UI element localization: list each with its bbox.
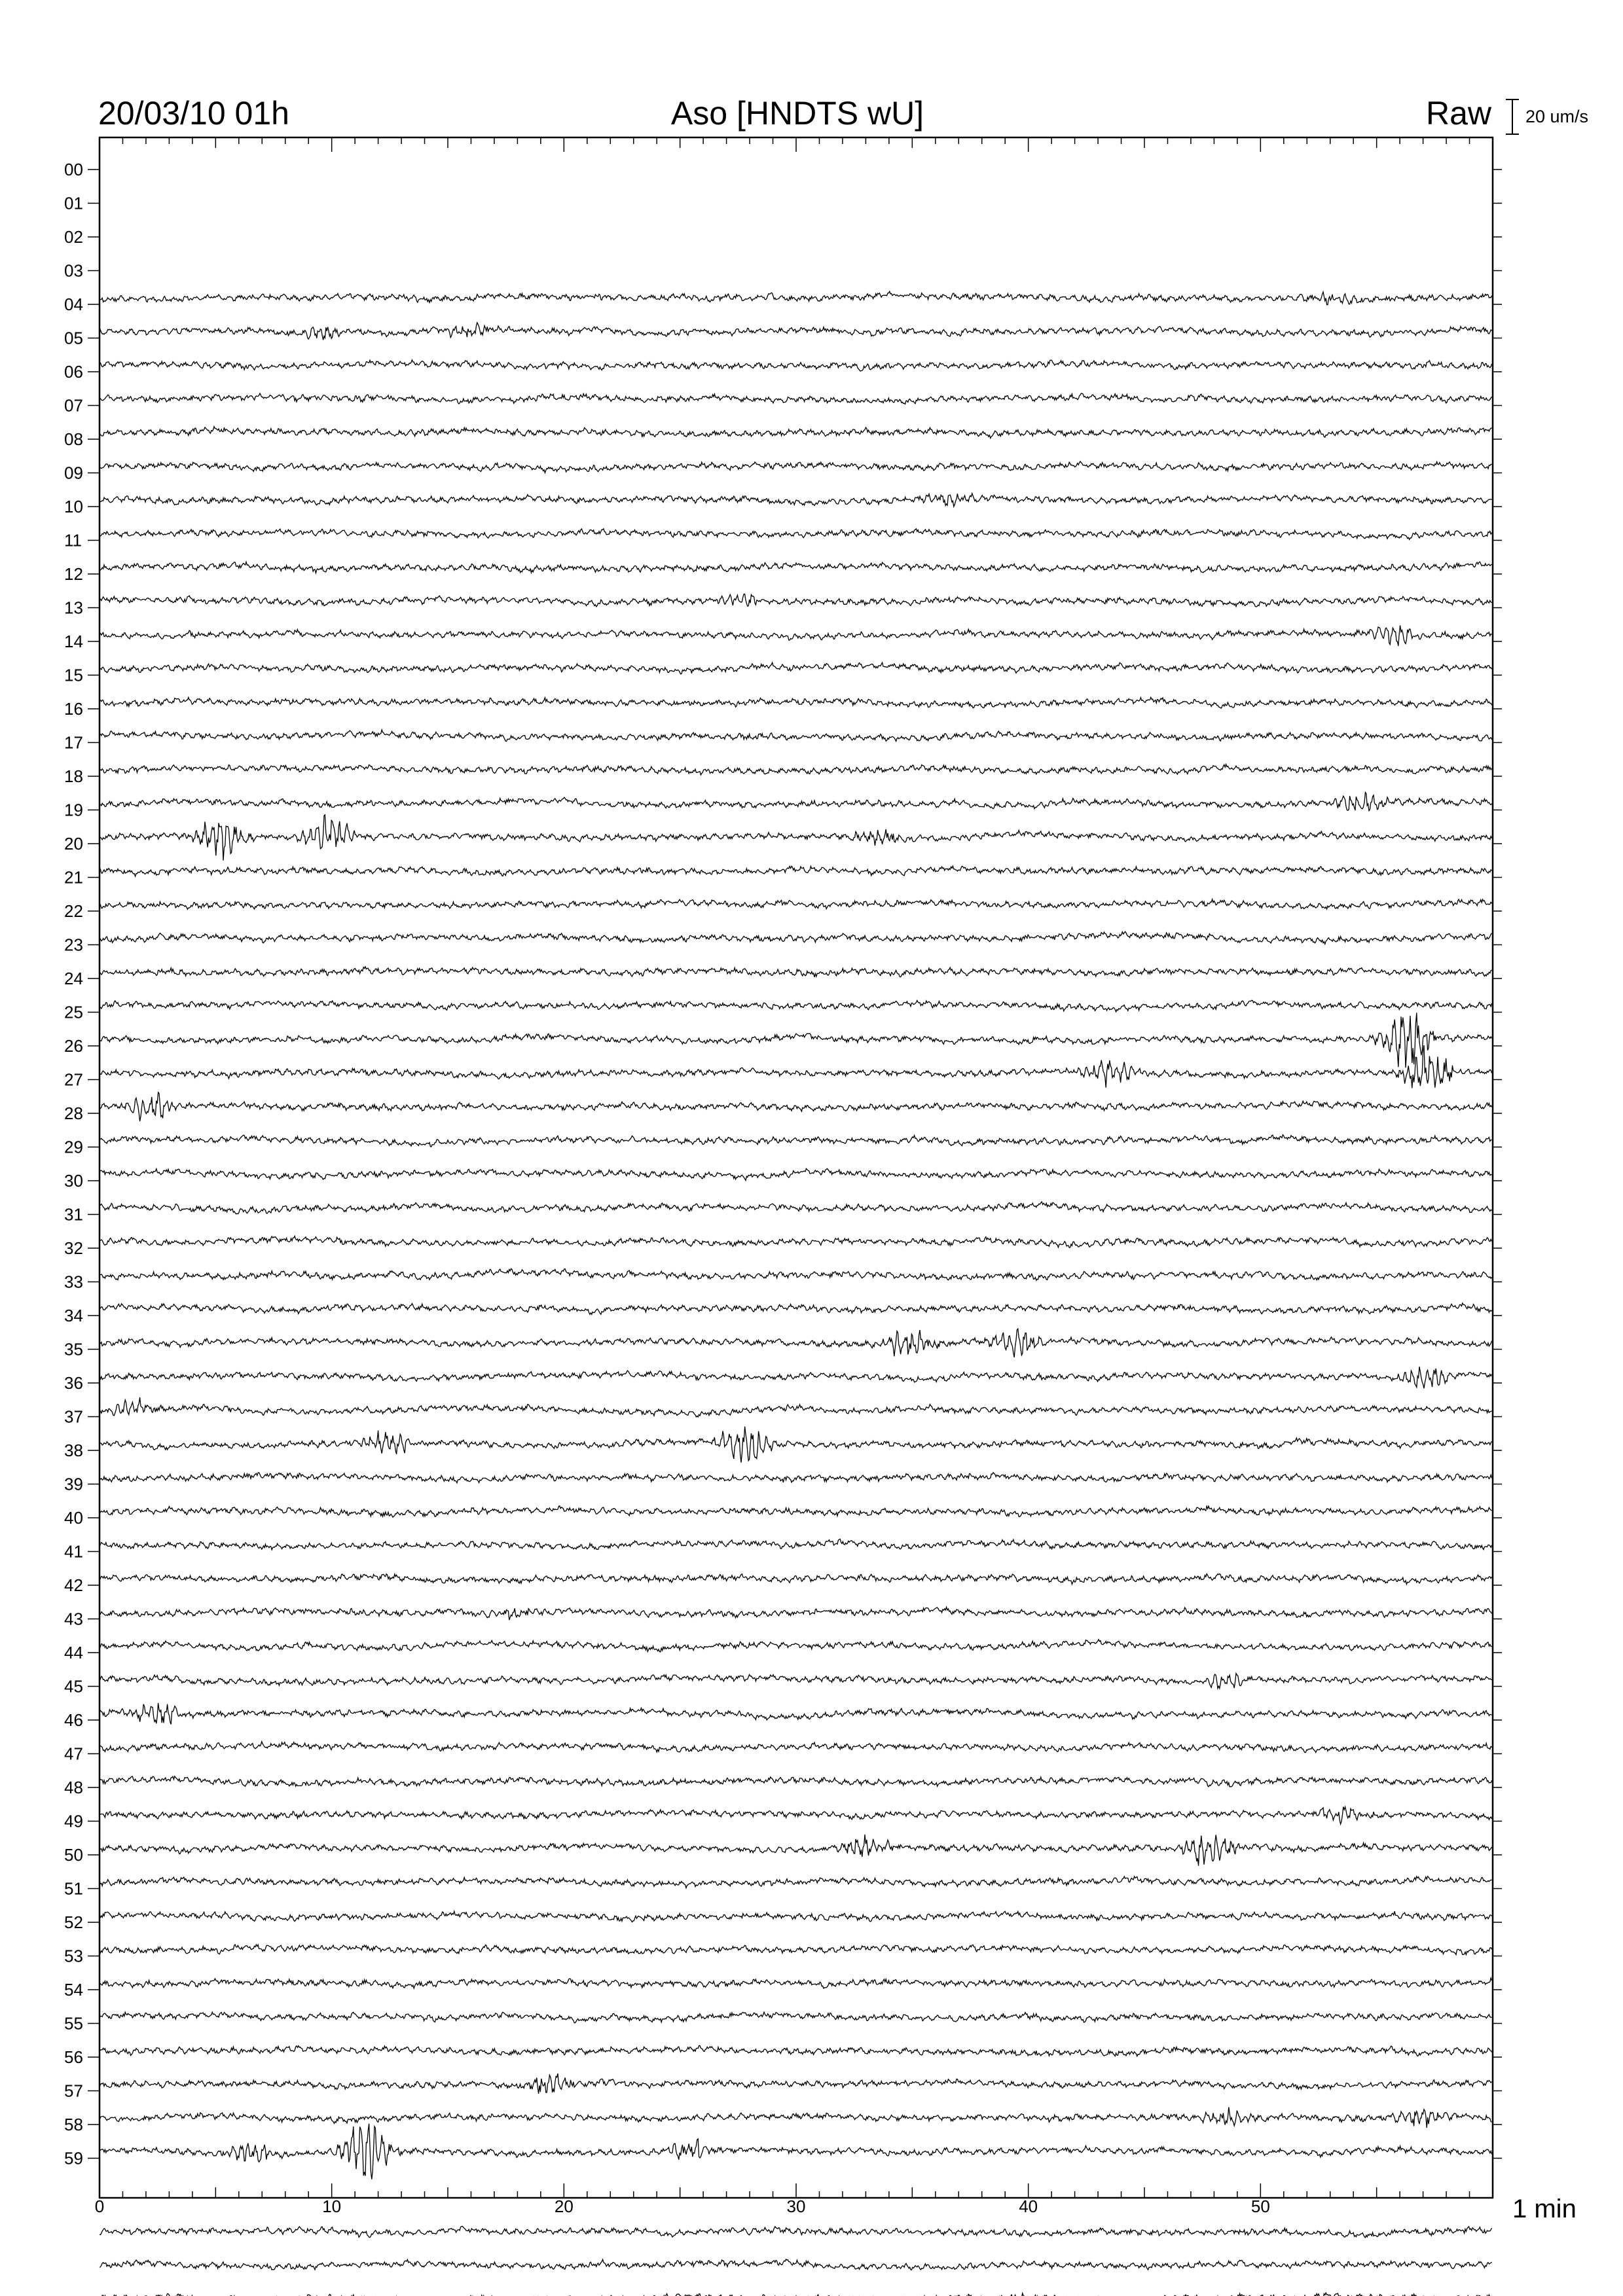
trace-row (100, 1506, 1492, 1517)
row-label: 54 (64, 1980, 83, 2000)
plot-frame (100, 137, 1493, 2198)
station-title: Aso [HNDTS wU] (670, 95, 924, 132)
trace-row (100, 2107, 1492, 2128)
row-label: 03 (64, 260, 83, 281)
trace-row (100, 1473, 1492, 1483)
trace-row (100, 1092, 1492, 1121)
row-label: 44 (64, 1643, 83, 1662)
x-tick-label: 50 (1250, 2197, 1270, 2216)
trace-row (100, 967, 1492, 977)
datetime-title: 20/03/10 01h (98, 95, 289, 132)
row-label: 56 (64, 2047, 83, 2067)
trace-row (100, 1776, 1492, 1787)
trace-row (100, 1169, 1492, 1181)
trace-row (100, 1236, 1492, 1248)
trace-row (100, 1945, 1492, 1955)
trace-row (100, 899, 1492, 909)
row-label: 22 (64, 901, 83, 921)
row-label: 20 (64, 834, 83, 853)
row-label: 57 (64, 2081, 83, 2101)
trace-row (100, 1397, 1492, 1417)
trace-row (100, 393, 1492, 404)
row-label: 53 (64, 1946, 83, 1966)
trace-row (100, 1742, 1492, 1753)
scale-bar (1506, 99, 1588, 134)
trace-row (100, 626, 1492, 647)
row-label: 19 (64, 800, 83, 820)
trace-row (100, 1045, 1492, 1088)
x-tick-labels (95, 2197, 1270, 2216)
traces (100, 291, 1492, 2296)
trace-row (100, 1367, 1492, 1388)
row-label: 17 (64, 732, 83, 753)
row-label: 26 (64, 1036, 83, 1056)
trace-row (100, 866, 1492, 876)
trace-row (100, 2012, 1492, 2023)
trace-row (100, 493, 1492, 507)
row-label: 55 (64, 2013, 83, 2034)
trace-row (100, 1835, 1492, 1866)
row-label: 09 (64, 463, 83, 483)
row-label: 33 (64, 1272, 83, 1292)
x-tick-label: 30 (786, 2197, 806, 2216)
trace-row (100, 1329, 1492, 1357)
scale-bar-label: 20 um/s (1525, 107, 1589, 126)
x-tick-label: 20 (554, 2197, 574, 2216)
x-tick-label: 0 (94, 2197, 105, 2216)
trace-row (100, 360, 1492, 371)
minute-ticks (100, 137, 1493, 2198)
trace-row-extra (100, 2259, 1492, 2270)
trace-row (100, 1607, 1492, 1620)
row-label: 42 (64, 1575, 83, 1595)
trace-row (100, 562, 1492, 573)
trace-row (100, 1876, 1492, 1888)
trace-row (100, 529, 1492, 540)
row-label: 23 (64, 935, 83, 955)
row-label: 34 (64, 1306, 83, 1325)
row-label: 25 (64, 1002, 83, 1022)
row-label: 50 (64, 1845, 83, 1865)
row-label: 30 (64, 1171, 83, 1191)
trace-row (100, 1911, 1492, 1922)
x-unit-label: 1 min (1512, 2195, 1577, 2223)
row-label: 21 (64, 867, 83, 888)
mode-label: Raw (1425, 95, 1491, 132)
trace-row (100, 1303, 1492, 1314)
row-label: 29 (64, 1137, 83, 1157)
trace-row-extra (100, 2226, 1492, 2237)
row-label: 47 (64, 1744, 83, 1764)
row-label: 40 (64, 1508, 83, 1528)
trace-row (100, 1574, 1492, 1585)
trace-row (100, 427, 1492, 439)
row-label: 41 (64, 1541, 83, 1562)
trace-row (100, 764, 1492, 775)
row-label: 18 (64, 766, 83, 786)
row-label: 36 (64, 1373, 83, 1393)
row-label: 52 (64, 1912, 83, 1932)
row-label: 59 (64, 2148, 83, 2168)
row-label: 14 (64, 632, 83, 651)
row-label: 27 (64, 1069, 83, 1090)
row-label: 15 (64, 665, 83, 685)
row-label: 07 (64, 395, 83, 416)
trace-row (100, 2124, 1492, 2179)
row-label: 11 (64, 530, 82, 550)
row-label: 46 (64, 1710, 83, 1730)
row-label: 10 (64, 497, 83, 516)
trace-row (100, 2073, 1492, 2094)
row-label: 02 (64, 227, 83, 247)
row-label: 13 (64, 598, 83, 618)
trace-row (100, 291, 1492, 304)
row-label: 31 (64, 1204, 83, 1225)
trace-row (100, 1268, 1492, 1280)
trace-row (100, 1978, 1492, 1988)
row-label: 00 (64, 160, 83, 179)
row-label: 35 (64, 1339, 83, 1359)
row-label: 12 (64, 564, 83, 584)
trace-row (100, 815, 1492, 861)
trace-row (100, 461, 1492, 473)
trace-row (100, 1640, 1492, 1652)
trace-row (100, 594, 1492, 607)
trace-row (100, 931, 1492, 944)
trace-row (100, 1427, 1492, 1463)
row-label: 49 (64, 1811, 83, 1831)
trace-row (100, 1539, 1492, 1550)
row-label: 37 (64, 1407, 83, 1427)
trace-row (100, 323, 1492, 340)
row-label: 01 (64, 193, 83, 213)
x-tick-label: 10 (322, 2197, 342, 2216)
trace-row (100, 1135, 1492, 1147)
trace-row (100, 1703, 1492, 1725)
trace-row (100, 2045, 1492, 2056)
trace-row (100, 1000, 1492, 1012)
row-label: 51 (64, 1878, 83, 1899)
trace-row (100, 662, 1492, 674)
row-label: 43 (64, 1609, 83, 1629)
row-label: 38 (64, 1441, 83, 1460)
row-label: 45 (64, 1676, 83, 1696)
trace-row (100, 1807, 1492, 1825)
row-label: 28 (64, 1103, 83, 1123)
row-label: 05 (64, 328, 83, 348)
row-label: 16 (64, 699, 83, 719)
row-label: 39 (64, 1474, 83, 1494)
trace-row (100, 1674, 1492, 1689)
row-label: 24 (64, 969, 83, 988)
row-label: 32 (64, 1238, 83, 1258)
trace-row (100, 793, 1492, 811)
trace-row (100, 1202, 1492, 1214)
trace-row (100, 730, 1492, 742)
row-label: 04 (64, 295, 83, 314)
row-label: 06 (64, 362, 83, 382)
row-label: 08 (64, 429, 83, 449)
row-label: 48 (64, 1778, 83, 1797)
row-label: 58 (64, 2115, 83, 2134)
trace-row (100, 697, 1492, 708)
row-labels (64, 160, 1502, 2168)
x-tick-label: 40 (1019, 2197, 1038, 2216)
trace-row-extra (100, 2293, 1492, 2296)
trace-row (100, 1013, 1492, 1067)
